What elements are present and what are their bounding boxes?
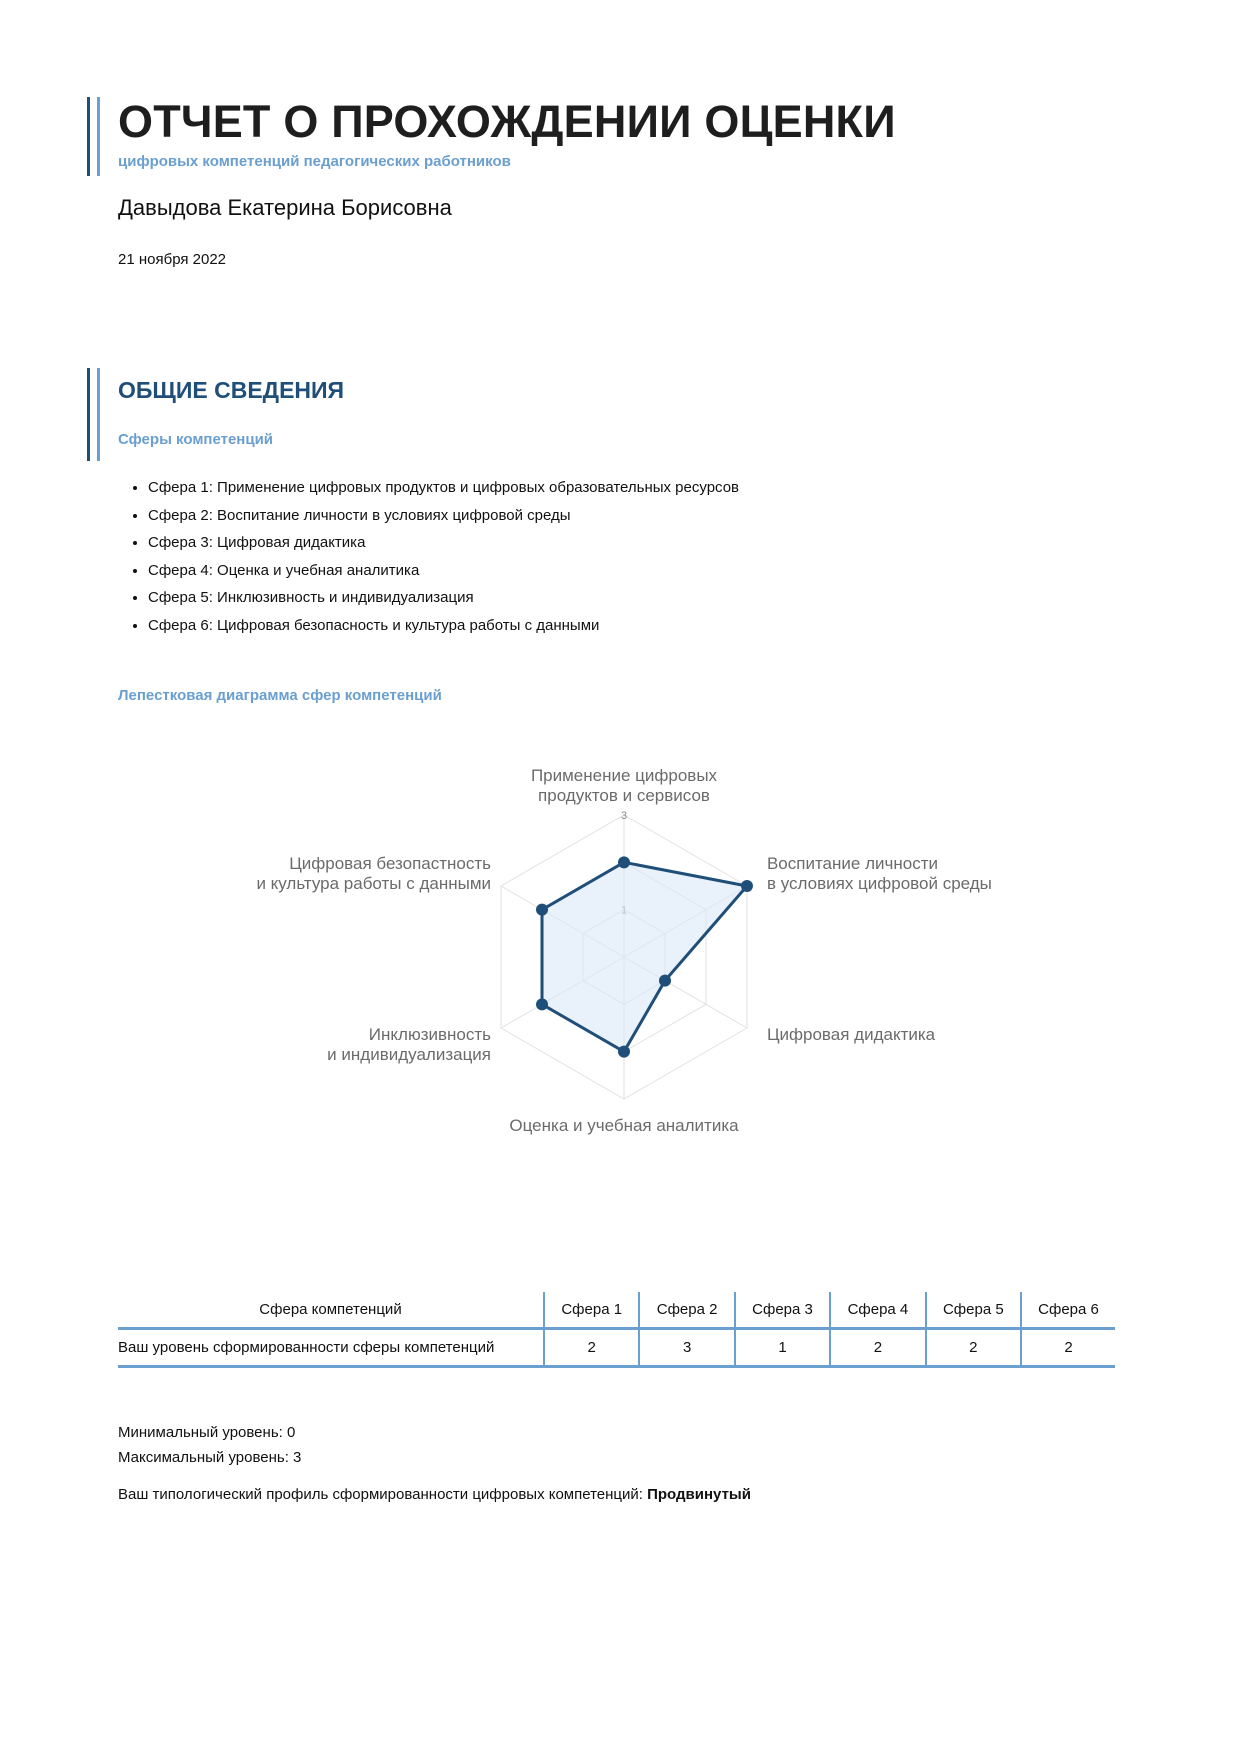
- radar-axis-label: [767, 854, 992, 893]
- max-level-text: Максимальный уровень: 3: [118, 1449, 302, 1466]
- table-header-sphere: Сфера компетенций: [118, 1292, 544, 1329]
- sphere-item: • Сфера 4: Оценка и учебная аналитика: [148, 561, 739, 589]
- sphere-item: • Сфера 5: Инклюзивность и индивидуализация: [148, 588, 739, 616]
- radar-data-point: [536, 998, 548, 1010]
- radar-axis-label-line: и индивидуализация: [327, 1045, 492, 1064]
- table-header-col: Сфера 1: [544, 1292, 639, 1329]
- radar-axis-label: [509, 1116, 739, 1135]
- min-level-text: Минимальный уровень: 0: [118, 1424, 296, 1441]
- table-cell: 3: [639, 1329, 734, 1367]
- radar-axis-label-line: и культура работы с данными: [256, 874, 492, 893]
- radar-axis-label: [531, 766, 718, 805]
- table-header-col: Сфера 4: [830, 1292, 925, 1329]
- table-cell: 2: [830, 1329, 925, 1367]
- table-row: [118, 1329, 1115, 1367]
- radar-axis-label-line: Оценка и учебная аналитика: [509, 1116, 739, 1135]
- table-header-col: Сфера 5: [926, 1292, 1021, 1329]
- sphere-item: • Сфера 6: Цифровая безопасность и культура работы с данными: [148, 616, 739, 644]
- radar-data-point: [741, 880, 753, 892]
- radar-axis-label-line: продуктов и сервисов: [538, 786, 710, 805]
- radar-axis-label-line: Применение цифровых: [530, 766, 718, 785]
- profile-text: [118, 1486, 751, 1503]
- radar-data-point: [659, 975, 671, 987]
- radar-axis-label-line: в условиях цифровой среды: [766, 874, 992, 893]
- radar-tick-label: 3: [620, 810, 628, 822]
- profile-label: Ваш типологический профиль сформированности цифровых компетенций:: [118, 1486, 648, 1503]
- radar-data-point: [536, 904, 548, 916]
- radar-axis-label: [327, 1025, 491, 1064]
- chart-heading: Лепестковая диаграмма сфер компетенций: [118, 687, 442, 704]
- section-title: ОБЩИЕ СВЕДЕНИЯ: [118, 377, 345, 403]
- radar-data-point: [618, 1046, 630, 1058]
- profile-value: Продвинутый: [647, 1486, 751, 1503]
- radar-series: [536, 856, 753, 1057]
- table-header-col: Сфера 2: [639, 1292, 734, 1329]
- report-subtitle: цифровых компетенций педагогических работников: [118, 153, 511, 170]
- table-cell: 2: [544, 1329, 639, 1367]
- table-header-row: [118, 1292, 1115, 1329]
- sphere-item: • Сфера 2: Воспитание личности в условиях цифровой среды: [148, 506, 739, 534]
- levels-table: [118, 1292, 1115, 1368]
- radar-axis-label-line: Инклюзивность: [368, 1025, 492, 1044]
- radar-axis-label-line: Воспитание личности: [766, 854, 938, 873]
- report-date: 21 ноября 2022: [118, 251, 227, 268]
- person-name: Давыдова Екатерина Борисовна: [118, 195, 452, 220]
- radar-axis-label: [256, 854, 491, 893]
- spheres-heading: Сферы компетенций: [118, 431, 274, 448]
- radar-series-area: [542, 862, 747, 1051]
- radar-axis-label: [767, 1025, 936, 1044]
- sphere-item: • Сфера 3: Цифровая дидактика: [148, 533, 739, 561]
- table-cell: 2: [926, 1329, 1021, 1367]
- table-cell: 1: [735, 1329, 830, 1367]
- radar-axis-label-line: Цифровая дидактика: [766, 1025, 936, 1044]
- radar-data-point: [618, 856, 630, 868]
- table-cell: 2: [1021, 1329, 1115, 1367]
- report-title: ОТЧЕТ О ПРОХОЖДЕНИИ ОЦЕНКИ: [118, 96, 896, 147]
- table-row-label: Ваш уровень сформированности сферы компетенций: [118, 1329, 544, 1367]
- table-header-col: Сфера 3: [735, 1292, 830, 1329]
- table-header-col: Сфера 6: [1021, 1292, 1115, 1329]
- sphere-item: • Сфера 1: Применение цифровых продуктов и цифровых образовательных ресурсов: [148, 478, 739, 506]
- radar-axis-label-line: Цифровая безопастность: [289, 854, 492, 873]
